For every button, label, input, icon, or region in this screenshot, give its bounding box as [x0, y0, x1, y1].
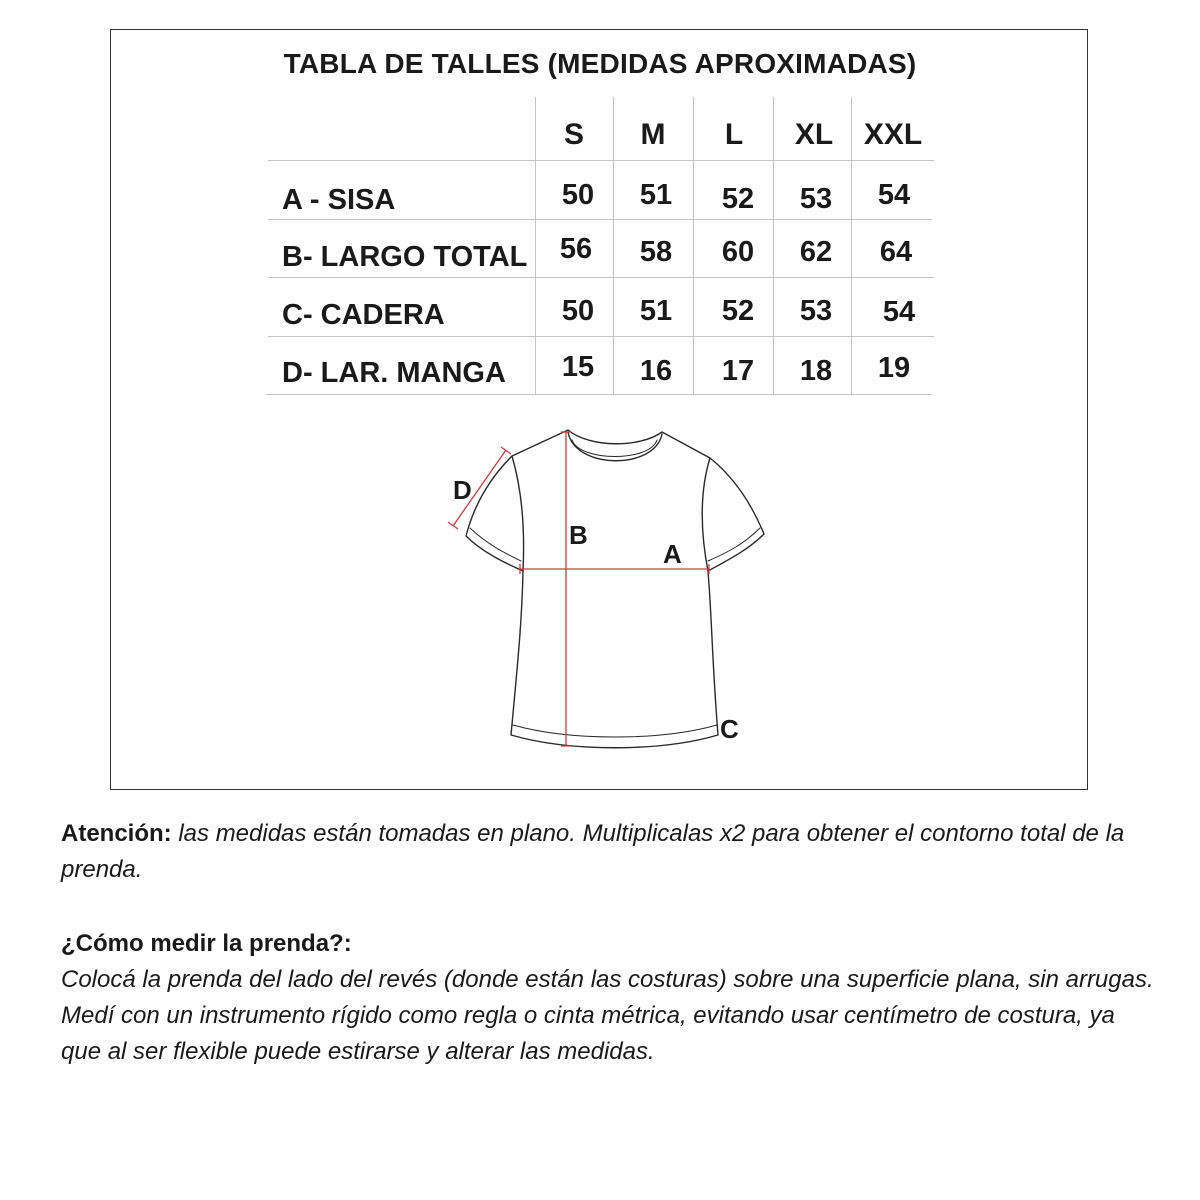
table-cell: 53 [799, 183, 833, 215]
size-header-s: S [563, 118, 584, 151]
table-cell: 16 [639, 355, 673, 387]
table-cell: 53 [799, 295, 833, 327]
diagram-label-d: D [453, 475, 472, 505]
table-cell: 64 [879, 236, 913, 268]
measure-tick [501, 447, 511, 454]
table-cell: 54 [882, 296, 916, 328]
table-cell: 58 [639, 236, 673, 268]
table-cell: 52 [721, 183, 755, 215]
table-cell: 54 [877, 179, 911, 211]
howto-paragraph-1 [61, 962, 1161, 998]
table-cell: 15 [561, 351, 595, 383]
size-header-xl: XL [794, 118, 834, 151]
table-cell: 51 [639, 295, 673, 327]
table-cell: 56 [559, 233, 593, 265]
diagram-label-a: A [663, 539, 682, 569]
size-chart-title: TABLA DE TALLES (MEDIDAS APROXIMADAS) [283, 48, 917, 79]
measurement-notes [61, 816, 1161, 1070]
row-label-cadera: C- CADERA [282, 299, 445, 331]
howto-text-1: Colocá la prenda del lado del revés (donde están las costuras) sobre una superficie plana, sin arrugas. [61, 966, 1154, 993]
table-cell: 50 [561, 295, 595, 327]
size-header-m: M [640, 118, 666, 151]
howto-heading [61, 926, 1161, 962]
size-header-xxl: XXL [863, 118, 923, 151]
size-header-l: L [724, 118, 744, 151]
table-cell: 60 [721, 236, 755, 268]
table-cell: 18 [799, 355, 833, 387]
row-label-largo-total: B- LARGO TOTAL [282, 241, 528, 273]
diagram-label-b: B [569, 520, 588, 550]
table-cell: 19 [877, 352, 911, 384]
howto-text-2: Medí con un instrumento rígido como regla o cinta métrica, evitando usar centímetro de costura, ya que al ser flexible puede estirarse y alterar las medidas. [61, 1002, 1115, 1065]
table-cell: 52 [721, 295, 755, 327]
tshirt-outline [466, 430, 764, 748]
diagram-label-c: C [720, 714, 739, 744]
table-cell: 62 [799, 236, 833, 268]
attention-label: Atención: [61, 820, 172, 847]
table-cell: 50 [561, 179, 595, 211]
row-label-sisa: A - SISA [282, 184, 396, 216]
howto-paragraph-2 [61, 998, 1161, 1070]
measurement-lines [448, 432, 709, 746]
howto-heading-text: ¿Cómo medir la prenda?: [61, 930, 352, 957]
row-label-lar-manga: D- LAR. MANGA [282, 357, 506, 389]
measure-tick [448, 522, 458, 529]
table-cell: 51 [639, 179, 673, 211]
table-cell: 17 [721, 355, 755, 387]
attention-text: las medidas están tomadas en plano. Multiplicalas x2 para obtener el contorno total de la prenda. [61, 820, 1125, 883]
attention-paragraph [61, 816, 1161, 888]
